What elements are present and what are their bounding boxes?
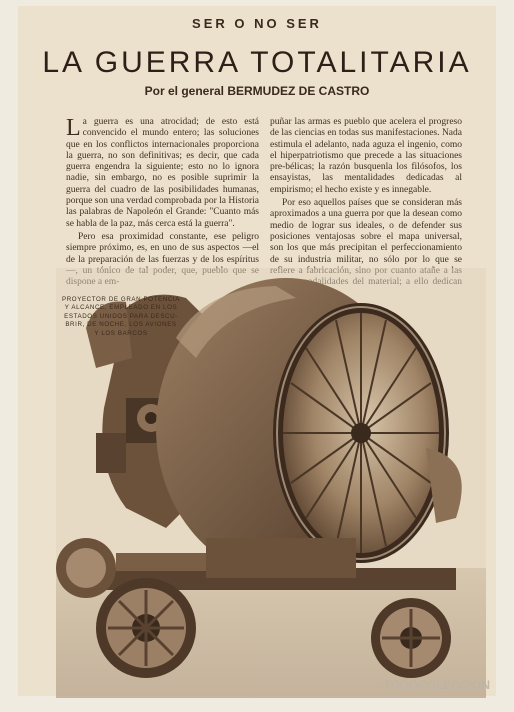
paragraph-2: Pero esa proximidad constante, ese peligro siempre próximo, es, en uno de sus aspectos —el de la preparación de las fuerzas y de los espíritus (66, 231, 259, 265)
paragraph-1 (66, 117, 259, 230)
paragraph-4: Por eso aquellos países que se consideran más aproximados a una guerra por que la desean como medio de lograr sus ideales, o de defender sus posiciones ventajosas sobre el mapa universal, son los que más precipitan el perfeccionamiento de su industria militar, no sólo por lo que se (270, 198, 462, 265)
article-title: LA GUERRA TOTALITARIA (42, 46, 472, 79)
watermark: TODOCOLECCION (383, 678, 490, 692)
article-column-left (66, 117, 259, 269)
photo-caption (60, 296, 182, 338)
caption-line: ESTADOS UNIDOS PARA DESCU- (64, 312, 178, 320)
paragraph-3: puñar las armas es pueblo que acelera el progreso de las ciencias en todas sus manifestaciones. Nada estimula el adelanto, nada aguza el ingenio, como el hiperpatriotismo que precede a las situaciones pre-bélicas; la razón busquenla los filósofos, los ensayistas, las mentalidades dedicadas al empirismo; el hecho existe y es innegable. (270, 117, 462, 195)
magazine-page (18, 6, 496, 696)
paragraph-1-text: a guerra es una atrocidad; de esto está convencido el mundo entero; las soluciones que en los conflictos internacionales proporciona la guerra, no son definitivas; es decir, que cada guerra engendra la siguiente; esto no lo ignora nadie, sin embargo, no es posible suprimir la guerra del cuadro de las posibilidades humanas, porque son una verdad comprobada por la Historia las palabras de Napoleón el Grande: "Cuanto más se habla de la paz, más cerca está la guerra". (66, 117, 259, 229)
article-byline: Por el general BERMUDEZ DE CASTRO (144, 84, 370, 98)
caption-line: PROYECTOR DE GRAN POTENCIA (62, 296, 180, 303)
drop-cap: L (66, 115, 81, 141)
article-kicker: SER O NO SER (192, 16, 322, 31)
caption-line: BRIR, DE NOCHE, LOS AVIONES (65, 321, 177, 329)
caption-line: Y ALCANCE, EMPLEADO EN LOS (64, 304, 178, 312)
article-column-right (270, 117, 462, 269)
caption-line: Y LOS BARCOS (94, 329, 148, 337)
